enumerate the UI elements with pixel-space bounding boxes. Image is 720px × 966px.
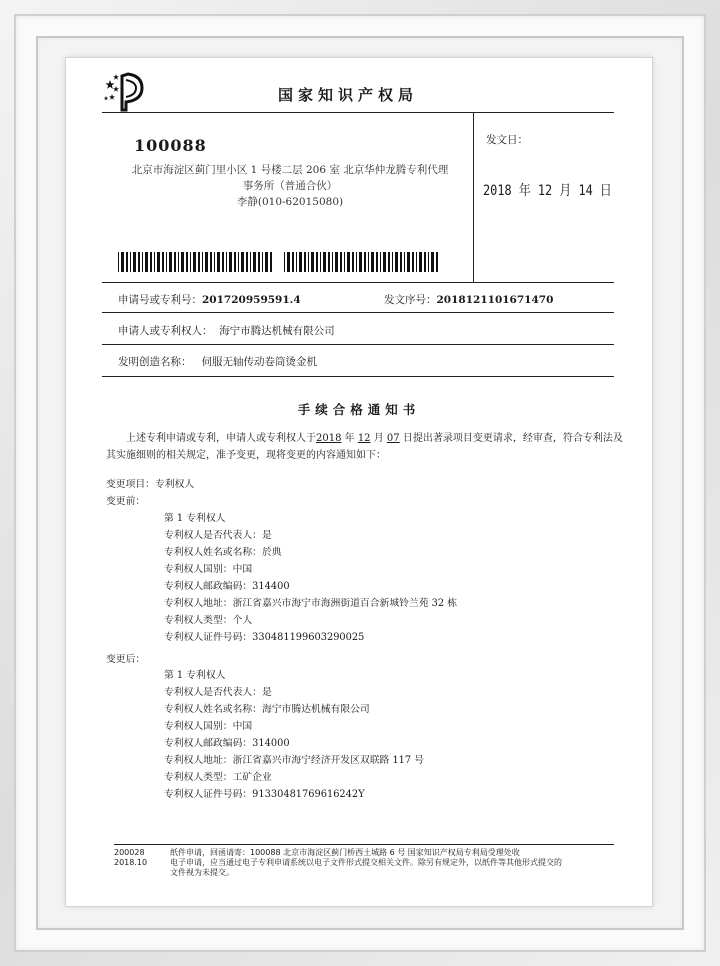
after-line: 专利权人地址：浙江省嘉兴市海宁经济开发区双联路 117 号 <box>164 755 425 766</box>
footer-line-2: 电子申请，应当通过电子专利申请系统以电子文件形式提交相关文件。除另有规定外，以纸件等其他形式提交的 <box>170 858 562 867</box>
barcode-bar <box>400 252 402 272</box>
barcode-bar <box>214 252 215 272</box>
barcode-bar <box>145 252 148 272</box>
before-label: 变更前： <box>106 496 146 507</box>
barcode-bar <box>404 252 405 272</box>
footer-code-2: 2018.10 <box>114 858 148 867</box>
barcode-bar <box>340 252 342 272</box>
barcode-bar <box>229 252 232 272</box>
application-number-label: 申请号或专利号： <box>118 294 202 306</box>
before-line: 专利权人邮政编码：314400 <box>164 581 290 592</box>
barcode-bar <box>371 252 374 272</box>
footer-code-1: 200028 <box>114 848 145 857</box>
barcode-bar <box>308 252 309 272</box>
rule-4 <box>102 376 614 377</box>
barcode-bar <box>368 252 369 272</box>
barcode-bar <box>238 252 239 272</box>
before-line: 专利权人是否代表人：是 <box>164 530 272 541</box>
barcode-bar <box>246 252 248 272</box>
barcode-bar <box>265 252 268 272</box>
barcode-bar <box>335 252 338 272</box>
barcode-bar <box>416 252 417 272</box>
after-line: 第 1 专利权人 <box>164 670 226 681</box>
barcode-bar <box>181 252 184 272</box>
barcode-bar <box>328 252 330 272</box>
barcode-bar <box>380 252 381 272</box>
after-line: 专利权人国别：中国 <box>164 721 253 732</box>
barcode-bar <box>190 252 191 272</box>
footer-rule <box>114 844 614 845</box>
barcode-bar <box>157 252 160 272</box>
barcode-bar <box>304 252 306 272</box>
before-line: 第 1 专利权人 <box>164 513 226 524</box>
rule-1 <box>102 282 614 283</box>
barcode-bar <box>284 252 285 272</box>
barcode-right-icon <box>284 252 439 272</box>
barcode-bar <box>424 252 426 272</box>
barcode-bar <box>412 252 414 272</box>
dispatch-date-label: 发文日： <box>486 134 528 146</box>
barcode-bar <box>428 252 429 272</box>
barcode-bar <box>217 252 220 272</box>
barcode-bar <box>292 252 294 272</box>
barcode-bar <box>193 252 196 272</box>
before-line: 专利权人类型：个人 <box>164 615 253 626</box>
barcode-bar <box>258 252 260 272</box>
barcode-left-icon <box>118 252 273 272</box>
barcode-bar <box>150 252 152 272</box>
barcode-bar <box>344 252 345 272</box>
recipient-address <box>120 162 460 210</box>
rule-3 <box>102 344 614 345</box>
rule-2 <box>102 312 614 313</box>
barcode-bar <box>253 252 256 272</box>
before-line: 专利权人证件号码：330481199603290025 <box>164 632 365 643</box>
barcode-bar <box>154 252 155 272</box>
barcode-bar <box>250 252 251 272</box>
applicant-label: 申请人或专利权人： <box>118 325 213 337</box>
barcode-bar <box>296 252 297 272</box>
barcode-bar <box>323 252 326 272</box>
after-line: 专利权人类型：工矿企业 <box>164 772 272 783</box>
barcode-bar <box>226 252 227 272</box>
barcode-bar <box>138 252 140 272</box>
barcode-bar <box>198 252 200 272</box>
barcode-bar <box>407 252 410 272</box>
barcode-bar <box>234 252 236 272</box>
header-rule <box>102 112 614 113</box>
applicant-field <box>118 323 335 338</box>
barcode-bar <box>419 252 422 272</box>
barcode-bar <box>205 252 208 272</box>
barcode-bar <box>121 252 124 272</box>
dispatch-date: 2018 年 12 月 14 日 <box>483 183 612 199</box>
invention-field <box>118 354 317 369</box>
serial-number-field <box>384 292 553 307</box>
barcode-bar <box>376 252 378 272</box>
barcode-bar <box>270 252 272 272</box>
barcode-bar <box>166 252 167 272</box>
before-line: 专利权人姓名或名称：於典 <box>164 547 282 558</box>
application-number-field <box>118 292 301 307</box>
invention-name: 伺服无轴传动卷筒烫金机 <box>201 356 318 368</box>
barcode-bar <box>174 252 176 272</box>
barcode-bar <box>178 252 179 272</box>
barcode-bar <box>162 252 164 272</box>
barcode-bar <box>436 252 438 272</box>
barcode-bar <box>316 252 318 272</box>
barcode-bar <box>356 252 357 272</box>
barcode-bar <box>388 252 390 272</box>
barcode-bar <box>347 252 350 272</box>
barcode-bar <box>202 252 203 272</box>
postcode: 100088 <box>134 136 207 155</box>
contact-line: 李静(010-62015080) <box>236 196 344 208</box>
barcode-bar <box>311 252 314 272</box>
serial-number-label: 发文序号： <box>384 294 437 306</box>
serial-number: 2018121101671470 <box>436 294 554 306</box>
notice-intro: 上述专利申请或专利，申请人或专利权人于2018 年 12 月 07 日提出著录项目变更请求，经审查，符合专利法及其实施细则的相关规定，准予变更，现将变更的内容通知如下： <box>106 433 623 461</box>
barcode-bar <box>118 252 119 272</box>
barcode-bar <box>359 252 362 272</box>
barcode-bar <box>287 252 290 272</box>
barcode-bar <box>241 252 244 272</box>
address-divider <box>473 112 474 282</box>
barcode-bar <box>169 252 172 272</box>
agency-title: 国家知识产权局 <box>278 86 419 104</box>
barcode-bar <box>142 252 143 272</box>
barcode-bar <box>383 252 386 272</box>
after-line: 专利权人是否代表人：是 <box>164 687 272 698</box>
barcode-bar <box>352 252 354 272</box>
barcode-bar <box>332 252 333 272</box>
after-line: 专利权人邮政编码：314000 <box>164 738 290 749</box>
footer-line-1: 纸件申请，回函请寄：100088 北京市海淀区蓟门桥西土城路 6 号 国家知识产权局专利局受理处收 <box>170 848 520 857</box>
barcode-bar <box>431 252 434 272</box>
notice-title: 手续合格通知书 <box>297 402 421 417</box>
after-line: 专利权人姓名或名称：海宁市腾达机械有限公司 <box>164 704 370 715</box>
invention-label: 发明创造名称： <box>118 356 192 368</box>
barcode-bar <box>186 252 188 272</box>
barcode-bar <box>364 252 366 272</box>
barcode-bar <box>395 252 398 272</box>
before-line: 专利权人地址：浙江省嘉兴市海宁市海洲街道百合新城铃兰苑 32 栋 <box>164 598 458 609</box>
after-label: 变更后： <box>106 654 146 665</box>
footer-line-3: 文件视为未提交。 <box>170 868 234 877</box>
application-number: 201720959591.4 <box>202 294 301 306</box>
notice-document <box>66 58 652 906</box>
change-item: 变更项目：专利权人 <box>106 479 195 490</box>
after-line: 专利权人证件号码：91330481769616242Y <box>164 789 365 800</box>
barcode-bar <box>130 252 131 272</box>
before-line: 专利权人国别：中国 <box>164 564 253 575</box>
barcode-bar <box>392 252 393 272</box>
barcode-bar <box>299 252 302 272</box>
barcode-bar <box>133 252 136 272</box>
address-line-1: 北京市海淀区蓟门里小区 1 号楼二层 206 室 北京华仲龙腾专利代理 <box>131 164 449 176</box>
barcode-bar <box>262 252 263 272</box>
applicant-name: 海宁市腾达机械有限公司 <box>219 325 335 337</box>
barcode-bar <box>126 252 128 272</box>
barcode-bar <box>222 252 224 272</box>
barcode-bar <box>320 252 321 272</box>
address-line-2: 事务所（普通合伙） <box>242 180 338 192</box>
barcode-bar <box>210 252 212 272</box>
cnipa-logo-icon <box>102 70 148 114</box>
